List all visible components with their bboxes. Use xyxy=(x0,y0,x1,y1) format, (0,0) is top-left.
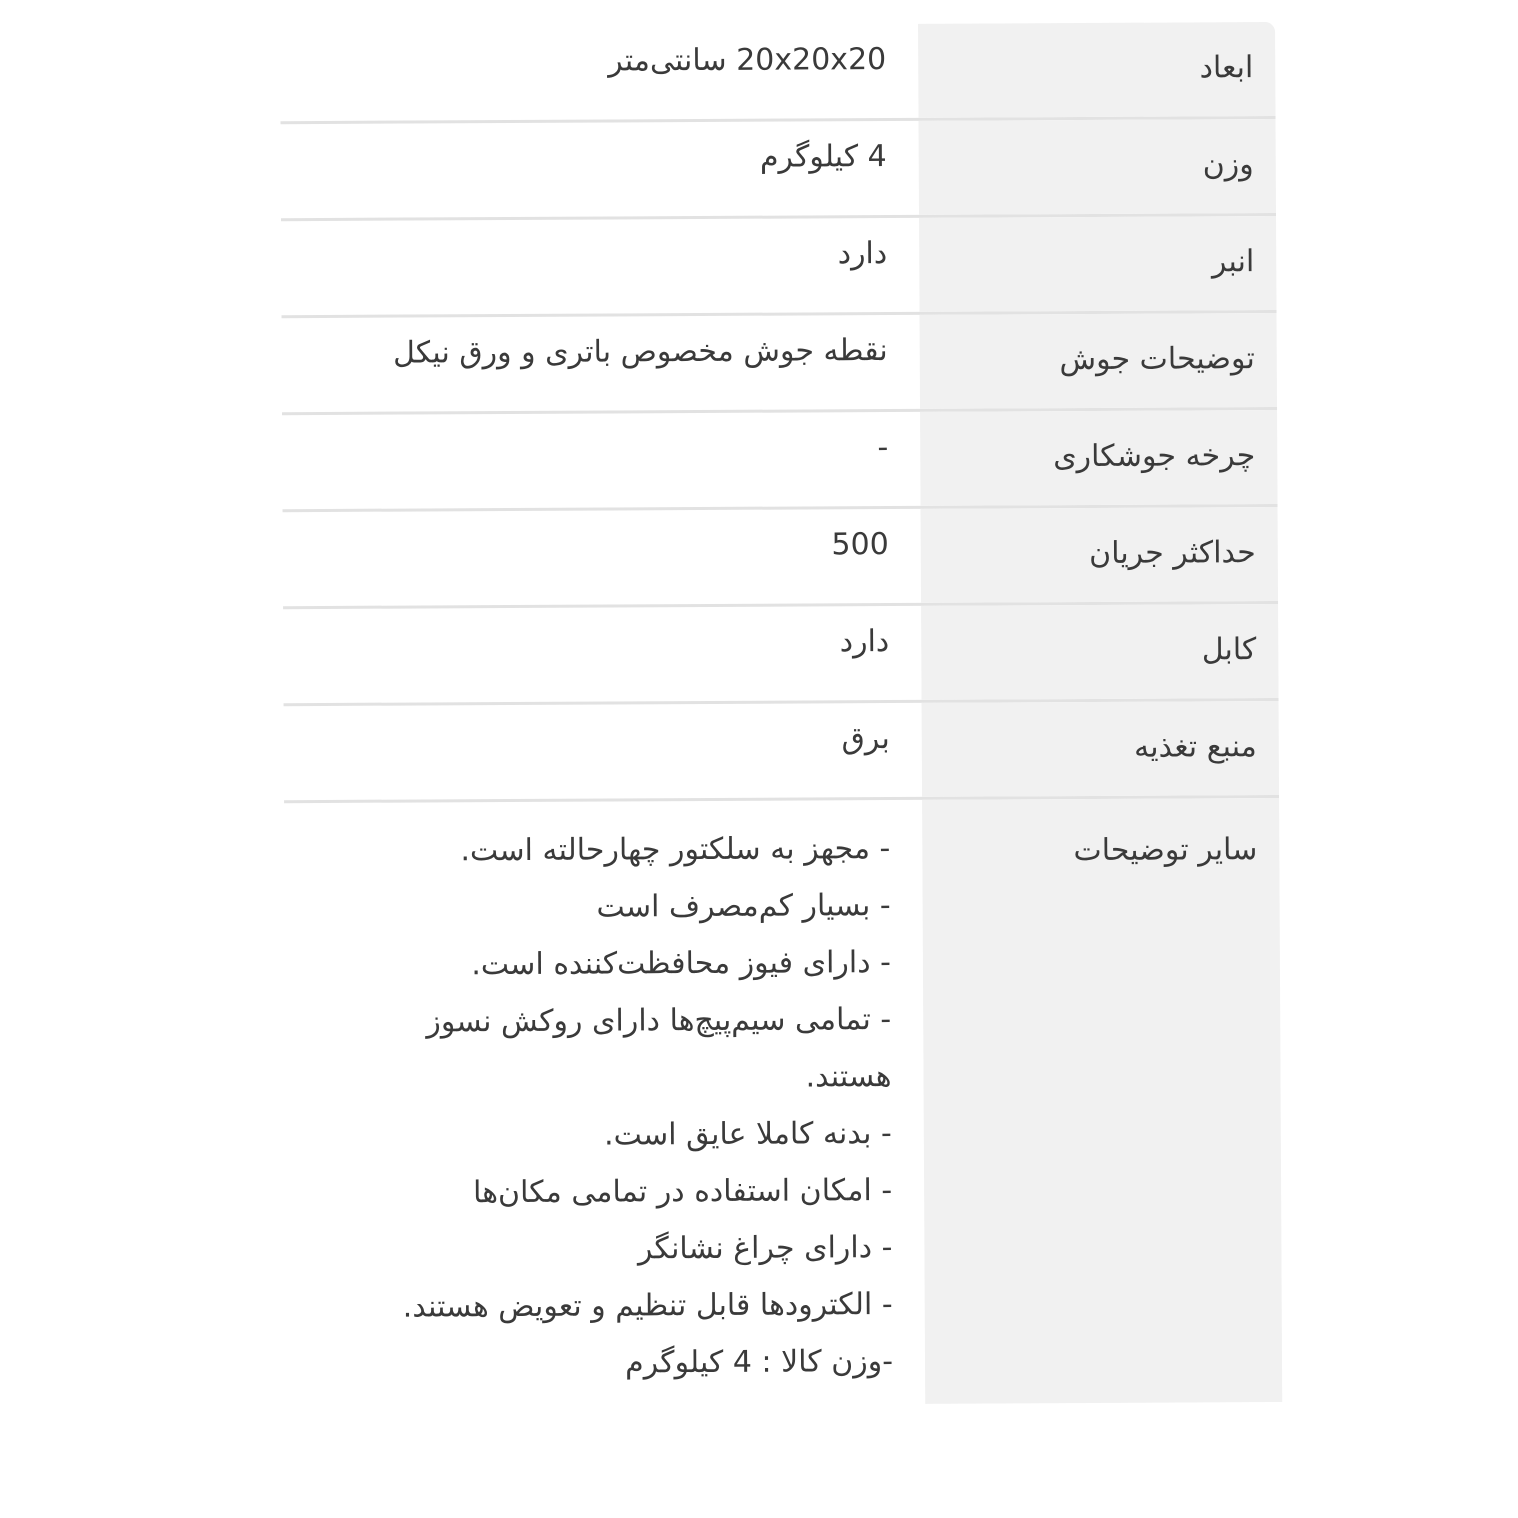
spec-value: دارد xyxy=(837,236,888,272)
spec-value: برق xyxy=(841,721,890,757)
spec-row-cable xyxy=(283,604,1278,706)
list-item: - مجهز به سلکتور چهارحالته است. xyxy=(460,831,891,869)
list-item: - بسیار کم‌مصرف است xyxy=(596,888,891,925)
spec-key: توضیحات جوش xyxy=(920,313,1277,409)
spec-value: - xyxy=(877,430,889,466)
spec-row-welding-cycle xyxy=(282,410,1277,512)
spec-key: کابل xyxy=(921,604,1278,700)
list-item: - الکترودها قابل تنظیم و تعویض هستند. xyxy=(402,1287,893,1325)
specifications-table xyxy=(280,22,1282,1407)
spec-key: وزن xyxy=(919,119,1276,215)
spec-key: منبع تغذیه xyxy=(922,701,1279,797)
spec-key: انبر xyxy=(919,216,1276,312)
spec-key: چرخه جوشکاری xyxy=(920,410,1277,506)
spec-value xyxy=(284,800,925,1407)
list-item: - دارای چراغ نشانگر xyxy=(637,1230,893,1267)
spec-value: نقطه جوش مخصوص باتری و ورق نیکل xyxy=(393,333,888,371)
list-item: - بدنه کاملا عایق است. xyxy=(603,1116,892,1153)
list-item: - تمامی سیم‌پیچ‌ها دارای روکش نسوز هستند. xyxy=(426,1002,892,1095)
spec-row-max-current xyxy=(283,507,1278,609)
spec-key: سایر توضیحات xyxy=(922,798,1282,1404)
list-item: - امکان استفاده در تمامی مکان‌ها xyxy=(472,1173,893,1211)
spec-value: 500 xyxy=(831,527,889,563)
spec-row-weight xyxy=(281,119,1276,221)
spec-row-clamp xyxy=(281,216,1276,318)
spec-row-dimensions xyxy=(280,22,1275,124)
spec-row-power-source xyxy=(284,701,1279,803)
spec-key: حداکثر جریان xyxy=(921,507,1278,603)
list-item: -وزن کالا : 4 کیلوگرم xyxy=(625,1344,894,1381)
spec-value: 20x20x20 سانتی‌متر xyxy=(608,42,887,79)
spec-key: ابعاد xyxy=(918,22,1275,118)
list-item: - دارای فیوز محافظت‌کننده است. xyxy=(471,945,892,983)
spec-row-welding-description xyxy=(282,313,1277,415)
spec-value: دارد xyxy=(839,624,890,660)
spec-value: 4 کیلوگرم xyxy=(759,139,887,175)
notes-list xyxy=(304,820,893,1393)
spec-row-other-notes xyxy=(284,798,1282,1407)
